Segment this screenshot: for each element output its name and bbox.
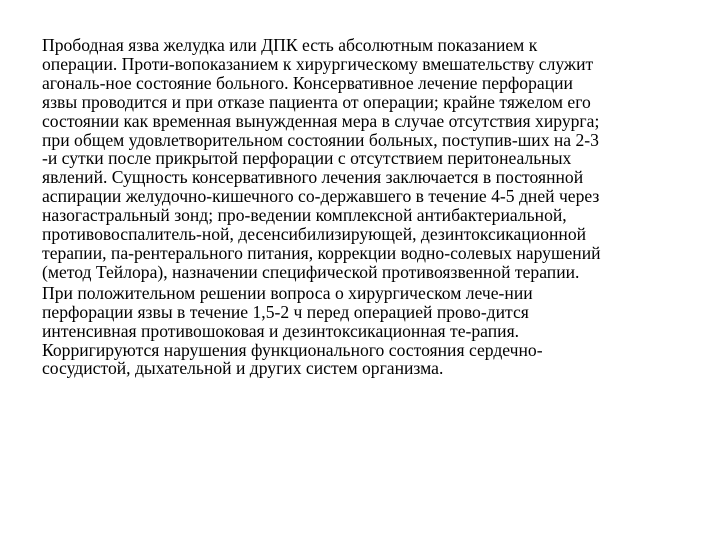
text-line: Корригируются нарушения функционального состояния сердечно- xyxy=(42,339,543,360)
text-line: противовоспалитель-ной, десенсибилизирующей, дезинтоксикационной xyxy=(42,224,587,245)
text-line: состоянии как временная вынужденная мера в случае отсутствия хирурга; xyxy=(42,110,600,131)
text-line: аспирации желудочно-кишечного со-державшего в течение 4-5 дней через xyxy=(42,186,600,207)
text-block xyxy=(42,36,682,378)
text-line: агональ-ное состояние больного. Консервативное лечение перфорации xyxy=(42,72,573,93)
text-line: сосудистой, дыхательной и других систем организма. xyxy=(42,358,444,379)
paragraph-preoperative xyxy=(42,284,682,379)
paragraph-indications xyxy=(42,36,682,282)
text-line: интенсивная противошоковая и дезинтоксикационная те-рапия. xyxy=(42,320,520,341)
text-line: При положительном решении вопроса о хирургическом лече-нии xyxy=(42,282,533,303)
text-line: терапии, па-рентерального питания, коррекции водно-солевых нарушений xyxy=(42,242,601,263)
text-line: явлений. Сущность консервативного лечения заключается в постоянной xyxy=(42,167,584,188)
text-line: (метод Тейлора), назначении специфической противоязвенной терапии. xyxy=(42,261,580,282)
text-line: Прободная язва желудка или ДПК есть абсолютным показанием к xyxy=(42,35,538,55)
text-line: -и сутки после прикрытой перфорации с отсутствием перитонеальных xyxy=(42,148,572,169)
text-line: операции. Проти-вопоказанием к хирургическому вмешательству служит xyxy=(42,53,594,74)
text-line: язвы проводится и при отказе пациента от операции; крайне тяжелом его xyxy=(42,91,591,112)
text-line: перфорации язвы в течение 1,5-2 ч перед операцией прово-дится xyxy=(42,301,529,322)
text-line: при общем удовлетворительном состоянии больных, поступив-ших на 2-3 xyxy=(42,129,599,150)
text-line: назогастральный зонд; про-ведении комплексной антибактериальной, xyxy=(42,205,567,226)
